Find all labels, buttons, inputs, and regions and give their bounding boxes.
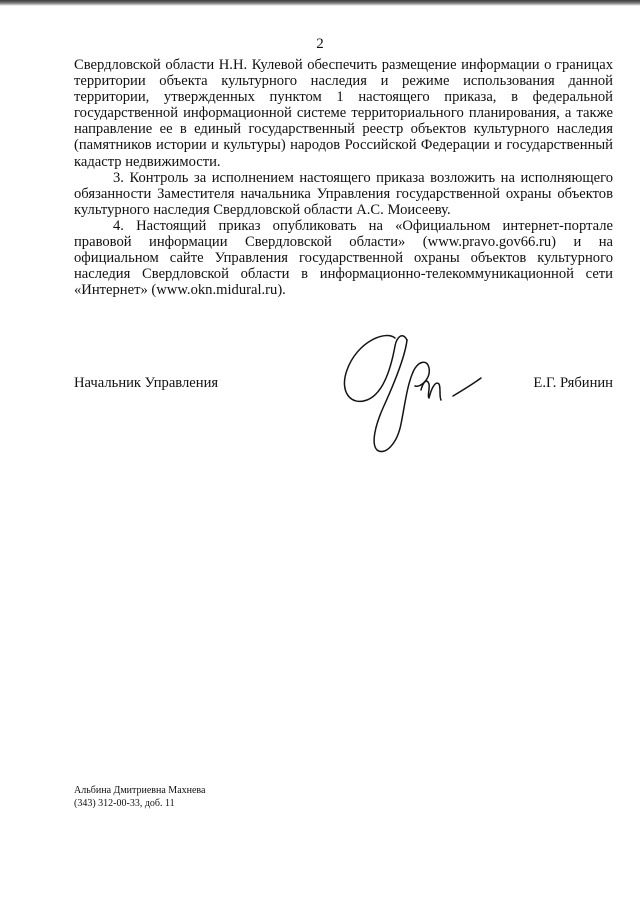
executor-info (74, 785, 205, 810)
executor-phone: (343) 312-00-33, доб. 11 (74, 797, 175, 809)
scan-edge (0, 0, 640, 6)
document-body (74, 57, 613, 298)
executor-name: Альбина Дмитриевна Махнева (74, 785, 206, 796)
paragraph-continuation: Свердловской области Н.Н. Кулевой обеспечить размещение информации о границах территории объекта культурного наследия и режиме использования данной территории, утвержденных пунктом 1 настоящего приказа, в федеральной государственной информационной системе территориального планирования, а также направление ее в единый государственный реестр объектов культурного наследия (памятников истории и культуры) народов Российской Федерации и государственный кадастр недвижимости. (74, 57, 613, 170)
page-number: 2 (316, 36, 324, 52)
signatory-position: Начальник Управления (74, 375, 219, 391)
paragraph-item-3: 3. Контроль за исполнением настоящего приказа возложить на исполняющего обязанности Заместителя начальника Управления государственной охраны объектов культурного наследия Свердловской области А.С. Моисееву. (74, 169, 613, 218)
handwritten-signature (335, 328, 485, 456)
paragraph-item-4: 4. Настоящий приказ опубликовать на «Официальном интернет-портале правовой информации Свердловской области» (www.pravo.gov66.ru) и на официальном сайте Управления государственной охраны объектов культурного наследия Свердловской области в информационно-телекоммуникационной сети «Интернет» (www.okn.midural.ru). (74, 217, 613, 299)
signatory-name: Е.Г. Рябинин (533, 375, 613, 391)
